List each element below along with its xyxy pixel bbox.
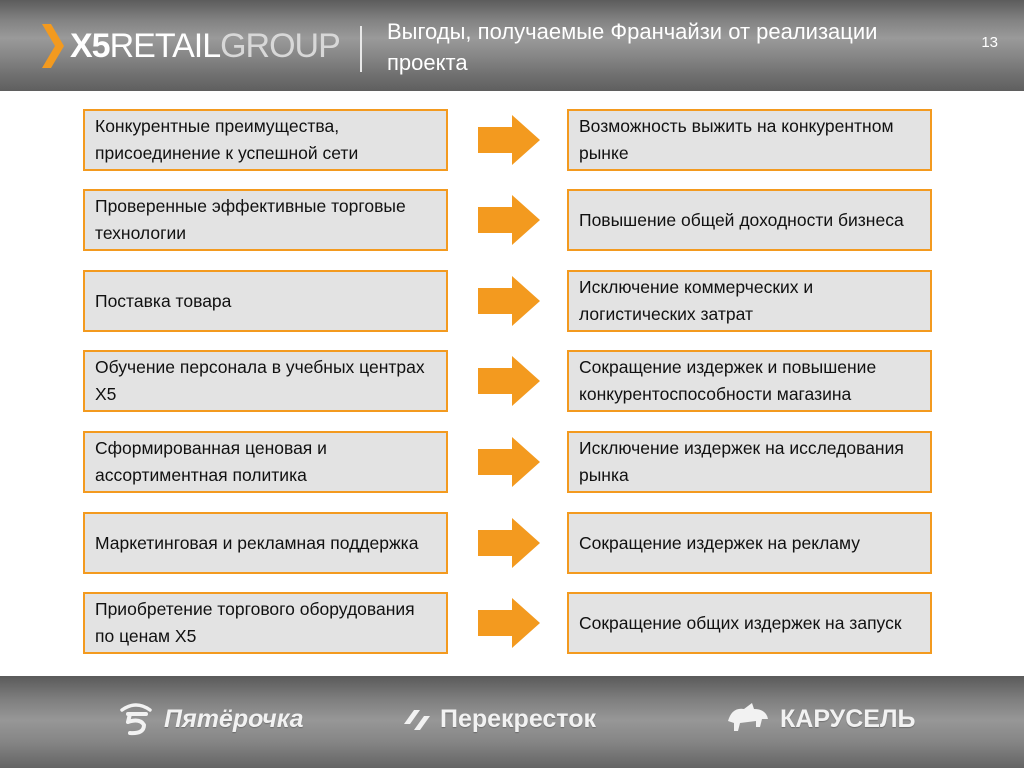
brand-name-perekrestok: Перекресток <box>440 704 597 733</box>
result-box: Сокращение общих издержек на запуск <box>567 592 932 654</box>
benefit-box: Приобретение торгового оборудования по ценам Х5 <box>83 592 448 654</box>
result-box: Сокращение издержек на рекламу <box>567 512 932 574</box>
brand-name-karusel: КАРУСЕЛЬ <box>780 704 916 733</box>
page-title: Выгоды, получаемые Франчайзи от реализации проекта <box>387 19 878 75</box>
right-arrow-icon <box>478 195 540 245</box>
result-box: Сокращение издержек и повышение конкурентоспособности магазина <box>567 350 932 412</box>
result-box: Повышение общей доходности бизнеса <box>567 189 932 251</box>
result-box: Исключение издержек на исследования рынка <box>567 431 932 493</box>
benefit-box: Поставка товара <box>83 270 448 332</box>
right-arrow-icon <box>478 598 540 648</box>
pyaterochka-five-icon <box>116 702 158 736</box>
result-box: Возможность выжить на конкурентном рынке <box>567 109 932 171</box>
logo-wordmark: X5RETAILGROUP <box>70 27 340 65</box>
benefit-box: Конкурентные преимущества, присоединение к успешной сети <box>83 109 448 171</box>
benefit-box: Проверенные эффективные торговые технологии <box>83 189 448 251</box>
brand-name-pyaterochka: Пятёрочка <box>164 704 304 733</box>
brand-perekrestok <box>400 696 596 742</box>
benefit-box: Обучение персонала в учебных центрах Х5 <box>83 350 448 412</box>
brand-pyaterochka <box>116 696 304 742</box>
benefit-box: Маркетинговая и рекламная поддержка <box>83 512 448 574</box>
result-box: Исключение коммерческих и логистических затрат <box>567 270 932 332</box>
right-arrow-icon <box>478 115 540 165</box>
perekrestok-chevron-icon <box>400 704 434 734</box>
right-arrow-icon <box>478 518 540 568</box>
right-arrow-icon <box>478 356 540 406</box>
right-arrow-icon <box>478 276 540 326</box>
page-number: 13 <box>981 34 998 51</box>
brand-karusel <box>722 696 915 742</box>
karusel-horse-icon <box>722 699 774 739</box>
benefit-box: Сформированная ценовая и ассортиментная политика <box>83 431 448 493</box>
right-arrow-icon <box>478 437 540 487</box>
